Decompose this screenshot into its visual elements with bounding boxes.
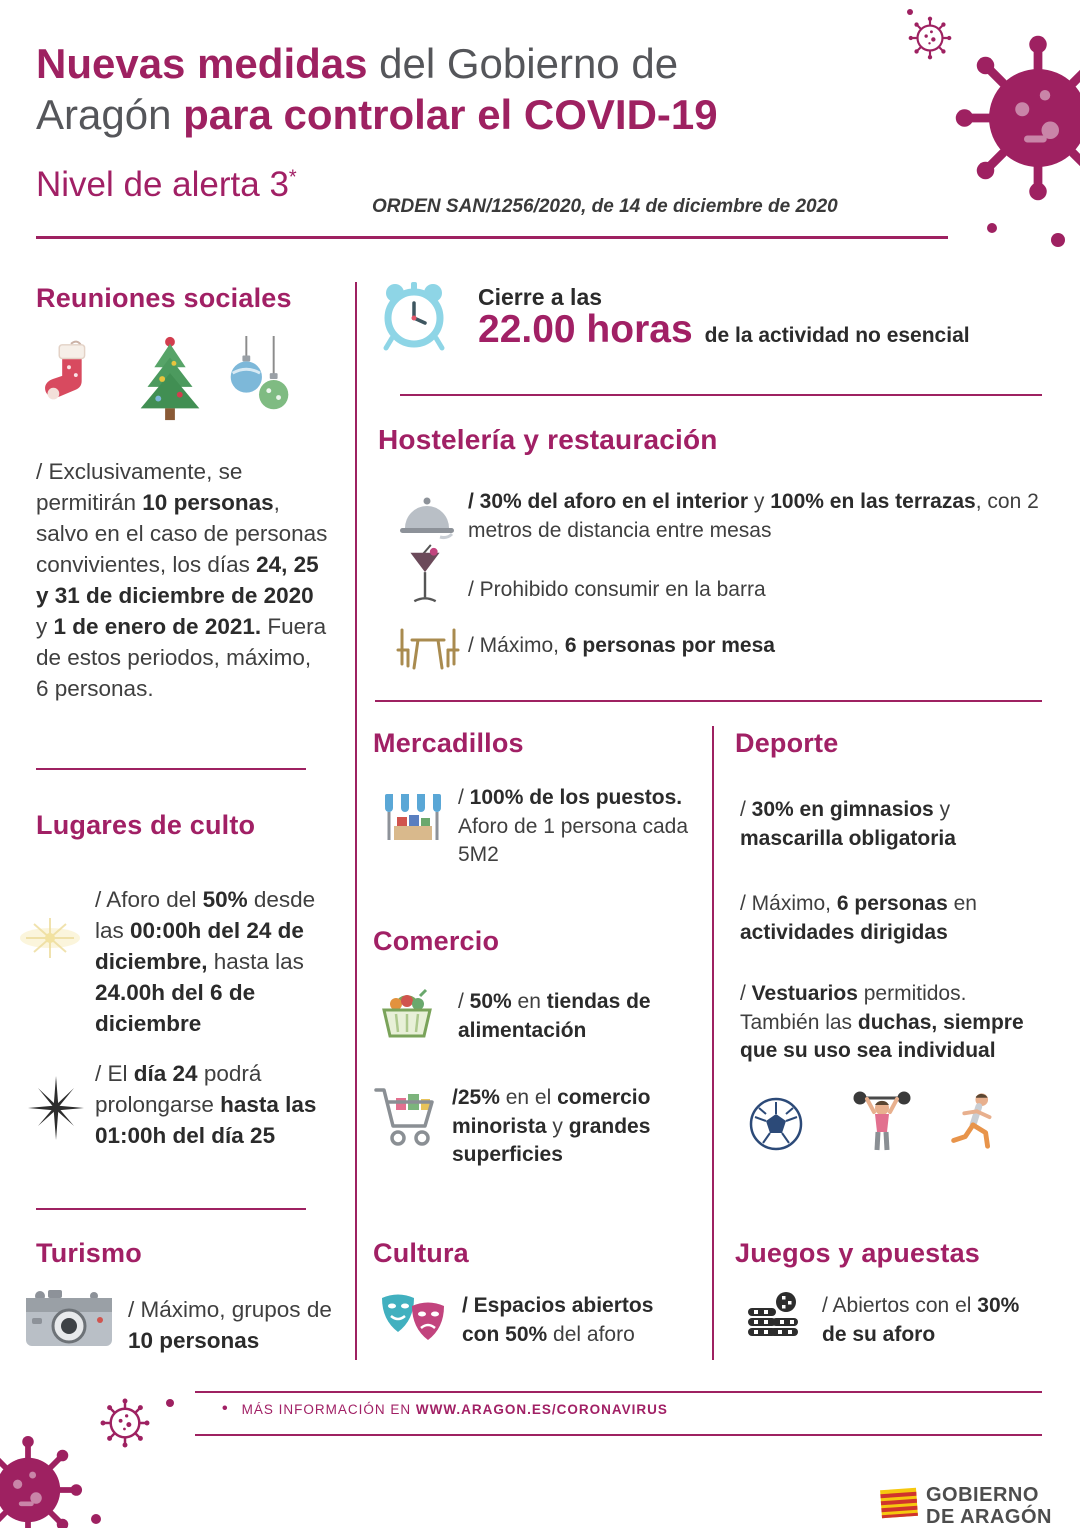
footer-info-text — [242, 1402, 668, 1417]
footer-bullet: • — [222, 1400, 228, 1417]
column-divider-right — [712, 726, 714, 1360]
section-heading-comercio: Comercio — [373, 926, 500, 956]
candle-glow-icon — [14, 912, 86, 969]
virus-decoration-bottom-left — [0, 1385, 190, 1528]
star-sparkle-icon — [26, 1076, 86, 1145]
virus-decoration-top-right — [880, 0, 1080, 265]
deporte-item-3: / Vestuarios permitidos. También las duchas, siempre que su uso sea individual — [740, 982, 1024, 1063]
grocery-basket-icon — [376, 984, 438, 1045]
mercadillos-item: / 100% de los puestos. Aforo de 1 persona cada 5M2 — [458, 786, 688, 867]
government-logo — [926, 1485, 1052, 1528]
section-heading-deporte: Deporte — [735, 728, 839, 758]
table-and-chairs-icon — [396, 624, 460, 677]
footer-info-url: WWW.ARAGON.ES/CORONAVIRUS — [415, 1401, 668, 1417]
column-divider-left — [355, 282, 357, 1360]
camera-icon — [24, 1288, 114, 1355]
comercio-item-1: / 50% en tiendas de alimentación — [458, 990, 651, 1042]
hosteleria-item-3: / Máximo, 6 personas por mesa — [468, 634, 775, 657]
comercio-item-2: /25% en el comercio minorista y grandes superficies — [452, 1086, 651, 1167]
order-reference: ORDEN SAN/1256/2020, de 14 de diciembre de 2020 — [372, 196, 838, 217]
closure-suffix: de la actividad no esencial — [704, 324, 970, 347]
section-heading-mercadillos: Mercadillos — [373, 728, 524, 758]
culto-item-1: / Aforo del 50% desde las 00:00h del 24 de diciembre, hasta las 24.00h del 6 de diciembre — [95, 887, 316, 1037]
footer-info-line — [222, 1400, 668, 1418]
section-heading-reuniones: Reuniones sociales — [36, 283, 292, 313]
hosteleria-item-2: / Prohibido consumir en la barra — [468, 578, 766, 601]
christmas-tree-icon — [128, 334, 212, 429]
cocktail-icon — [406, 543, 444, 614]
turismo-item: / Máximo, grupos de 10 personas — [128, 1297, 332, 1354]
page-title: Nuevas medidas del Gobierno de Aragón para controlar el COVID-19 — [36, 40, 718, 139]
market-stall-icon — [382, 790, 444, 851]
closure-line — [478, 308, 970, 352]
juegos-item: / Abiertos con el 30% de su aforo — [822, 1294, 1020, 1346]
theater-masks-icon — [378, 1290, 450, 1353]
culto-item-2: / El día 24 podrá prolongarse hasta las 01:00h del día 25 — [95, 1061, 317, 1149]
reuniones-body-text: / Exclusivamente, se permitirán 10 personas, salvo en el caso de personas convivientes, los días 24, 25 y 31 de diciembre de 2020 y 1 de enero de 2021. Fuera de estos periodos, máximo, 6 personas. — [36, 459, 328, 702]
section-heading-hosteleria: Hostelería y restauración — [378, 424, 718, 455]
middle-divider — [375, 700, 1042, 702]
footer-divider-top — [195, 1391, 1042, 1393]
weightlifting-icon — [850, 1086, 914, 1159]
closure-prefix: Cierre a las — [478, 284, 603, 310]
closure-divider — [400, 394, 1042, 396]
virus-icon — [880, 0, 1080, 260]
footer-info-prefix: MÁS INFORMACIÓN EN — [241, 1401, 416, 1417]
shopping-cart-icon — [372, 1082, 438, 1157]
aragon-flag-icon — [878, 1486, 920, 1525]
deporte-item-2: / Máximo, 6 personas en actividades dirigidas — [740, 892, 977, 944]
alarm-clock-icon — [380, 280, 448, 357]
alert-level — [36, 165, 297, 205]
section-heading-cultura: Cultura — [373, 1238, 469, 1268]
alert-level-text: Nivel de alerta 3 — [36, 165, 289, 204]
alert-asterisk: * — [288, 166, 297, 189]
closure-time: 22.00 horas — [478, 308, 693, 351]
logo-line-1: GOBIERNO — [926, 1484, 1039, 1506]
deporte-item-1: / 30% en gimnasios y mascarilla obligatoria — [740, 798, 956, 850]
section-heading-turismo: Turismo — [36, 1238, 142, 1268]
left-divider-1 — [36, 768, 306, 770]
soccer-ball-icon — [748, 1096, 804, 1157]
running-icon — [946, 1090, 1002, 1159]
virus-icon — [0, 1385, 190, 1528]
christmas-ornaments-icon — [224, 336, 296, 425]
footer-divider-bottom — [195, 1434, 1042, 1436]
logo-line-2: DE ARAGÓN — [926, 1505, 1052, 1528]
left-divider-2 — [36, 1208, 306, 1210]
poker-chips-icon — [742, 1286, 804, 1353]
serving-cloche-icon — [398, 492, 456, 545]
christmas-stocking-icon — [40, 338, 98, 421]
section-heading-juegos: Juegos y apuestas — [735, 1238, 981, 1268]
hosteleria-item-1: / 30% del aforo en el interior y 100% en las terrazas, con 2 metros de distancia entre mesas — [468, 490, 1039, 542]
section-heading-culto: Lugares de culto — [36, 810, 256, 840]
cultura-item: / Espacios abiertos con 50% del aforo — [462, 1294, 654, 1346]
header-divider — [36, 236, 948, 239]
